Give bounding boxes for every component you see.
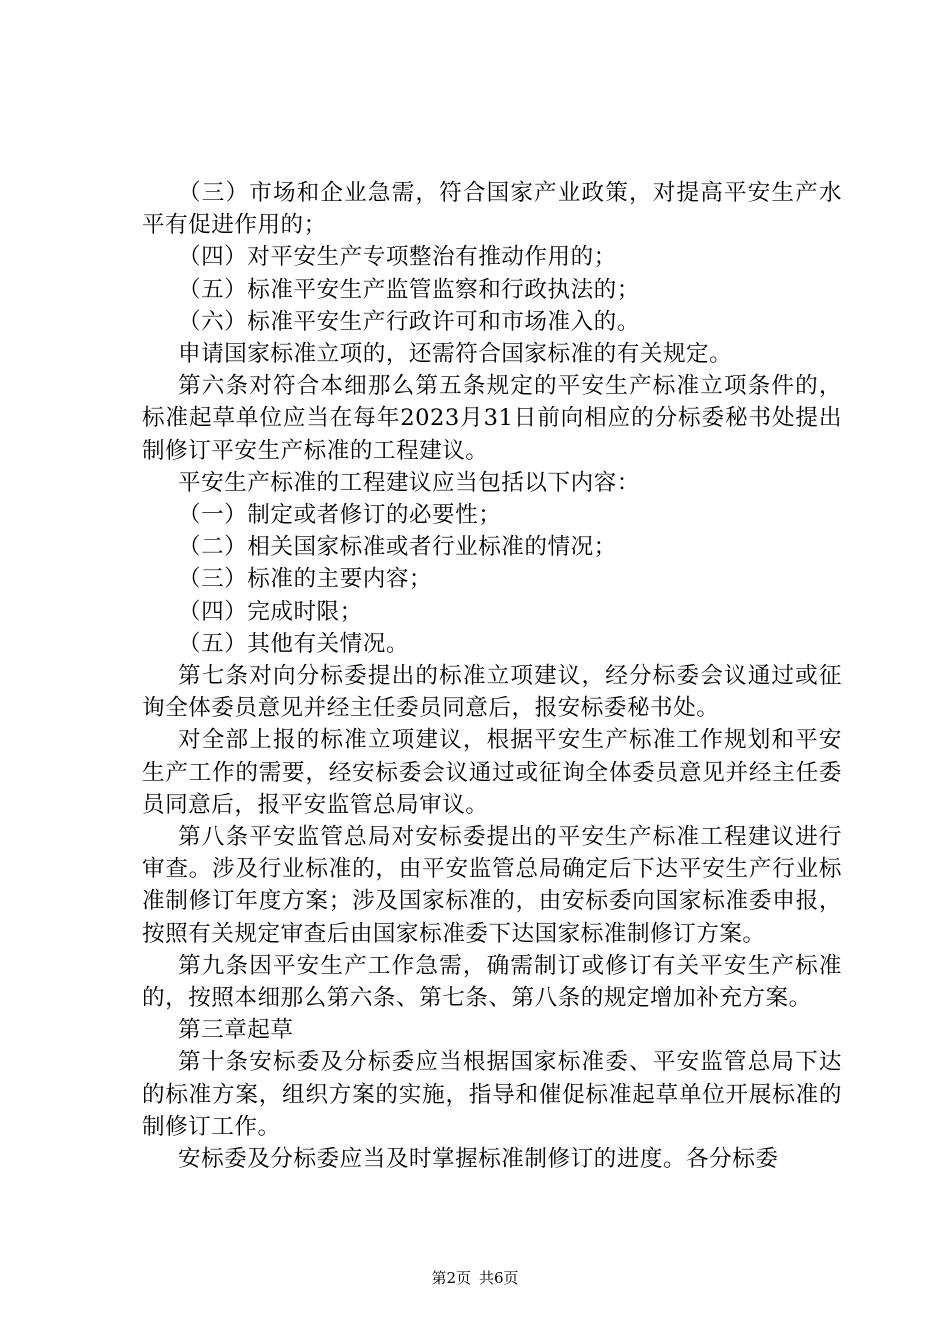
paragraph: （一）制定或者修订的必要性； [178,502,502,529]
paragraph: 第六条对符合本细那么第五条规定的平安生产标准立项条件的，标准起草单位应当在每年2023月31日前向相应的分标委秘书处提出制修订平安生产标准的工程建议。 [142,373,842,464]
paragraph: （五）标准平安生产监管监察和行政执法的； [178,276,640,303]
paragraph: 安标委及分标委应当及时掌握标准制修订的进度。各分标委 [178,1146,779,1173]
paragraph: （三）市场和企业急需，符合国家产业政策，对提高平安生产水平有促进作用的； [142,180,842,239]
paragraph: 第三章起草 [178,1017,294,1044]
paragraph: （二）相关国家标准或者行业标准的情况； [178,534,617,561]
paragraph: 第八条平安监管总局对安标委提出的平安生产标准工程建议进行审查。涉及行业标准的，由平安监管总局确定后下达平安生产行业标准制修订年度方案；涉及国家标准的，由安标委向国家标准委申报，按照有关规定审查后由国家标准委下达国家标准制修订方案。 [142,824,842,947]
paragraph: （五）其他有关情况。 [178,630,409,657]
paragraph: （四）完成时限； [178,598,363,625]
paragraph: 申请国家标准立项的，还需符合国家标准的有关规定。 [178,341,733,368]
paragraph: 第十条安标委及分标委应当根据国家标准委、平安监管总局下达的标准方案，组织方案的实施，指导和催促标准起草单位开展标准的制修订工作。 [142,1049,842,1140]
page-number: 第2页 [431,1269,471,1287]
paragraph: （三）标准的主要内容； [178,566,433,593]
page-total: 共6页 [479,1269,519,1287]
paragraph: （四）对平安生产专项整治有推动作用的； [178,244,617,271]
paragraph: 对全部上报的标准立项建议，根据平安生产标准工作规划和平安生产工作的需要，经安标委会议通过或征询全体委员意见并经主任委员同意后，报平安监管总局审议。 [142,727,842,818]
paragraph: 平安生产标准的工程建议应当包括以下内容： [178,469,640,496]
paragraph: （六）标准平安生产行政许可和市场准入的。 [178,308,640,335]
paragraph: 第九条因平安生产工作急需，确需制订或修订有关平安生产标准的，按照本细那么第六条、第七条、第八条的规定增加补充方案。 [142,952,842,1012]
document-body [142,177,842,1175]
paragraph: 第七条对向分标委提出的标准立项建议，经分标委会议通过或征询全体委员意见并经主任委员同意后，报安标委秘书处。 [142,663,842,722]
page-footer [0,1268,950,1288]
